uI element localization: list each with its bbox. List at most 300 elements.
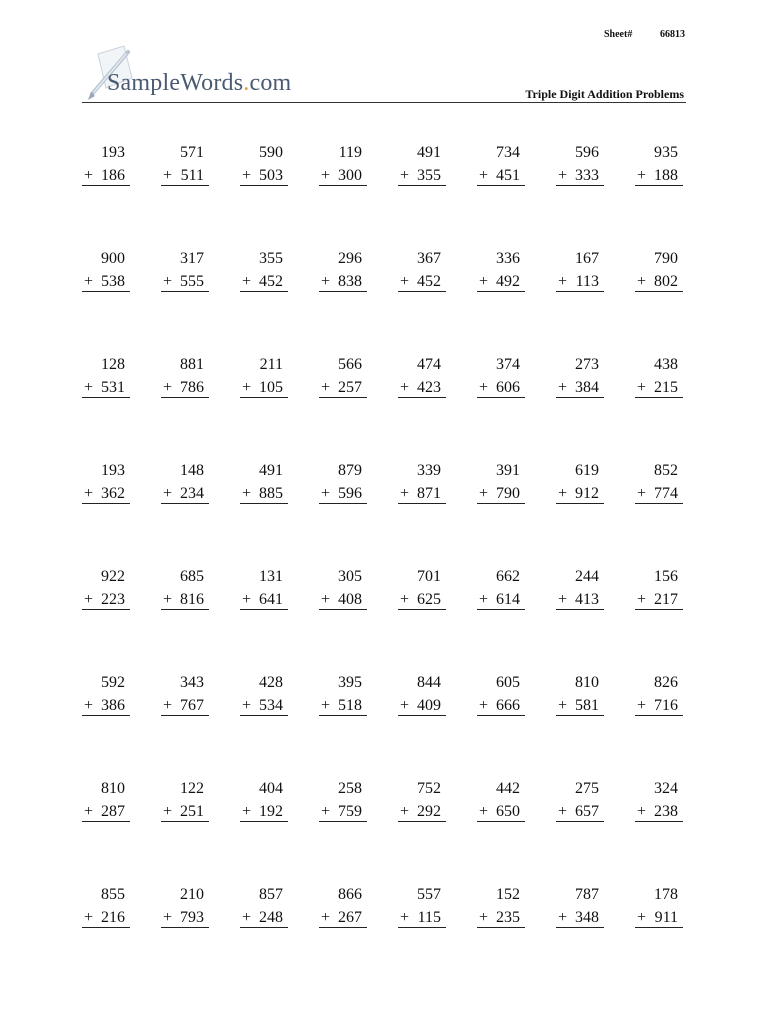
plus-sign: + bbox=[400, 803, 410, 820]
top-addend: 336 bbox=[496, 250, 520, 267]
addition-problem bbox=[82, 144, 130, 201]
top-addend: 810 bbox=[101, 780, 125, 797]
top-addend: 590 bbox=[259, 144, 283, 161]
answer-line bbox=[82, 503, 130, 504]
addition-problem bbox=[319, 568, 367, 625]
answer-line bbox=[319, 609, 367, 610]
plus-sign: + bbox=[479, 591, 489, 608]
top-addend: 605 bbox=[496, 674, 520, 691]
plus-sign: + bbox=[84, 803, 94, 820]
answer-line bbox=[635, 397, 683, 398]
answer-line bbox=[161, 291, 209, 292]
addition-problem bbox=[477, 144, 525, 201]
top-addend: 852 bbox=[654, 462, 678, 479]
plus-sign: + bbox=[321, 379, 331, 396]
bottom-addend: 384 bbox=[575, 379, 599, 396]
answer-line bbox=[477, 821, 525, 822]
answer-line bbox=[82, 821, 130, 822]
plus-sign: + bbox=[242, 909, 252, 926]
addition-problem bbox=[161, 674, 209, 731]
answer-line bbox=[82, 715, 130, 716]
bottom-addend: 614 bbox=[496, 591, 520, 608]
addition-problem bbox=[556, 250, 604, 307]
answer-line bbox=[82, 927, 130, 928]
logo-text bbox=[107, 70, 291, 97]
top-addend: 317 bbox=[180, 250, 204, 267]
addition-problem bbox=[477, 674, 525, 731]
top-addend: 305 bbox=[338, 568, 362, 585]
answer-line bbox=[82, 291, 130, 292]
addition-problem bbox=[556, 462, 604, 519]
answer-line bbox=[319, 927, 367, 928]
bottom-addend: 115 bbox=[417, 909, 441, 926]
answer-line bbox=[477, 503, 525, 504]
plus-sign: + bbox=[163, 273, 173, 290]
top-addend: 866 bbox=[338, 886, 362, 903]
top-addend: 826 bbox=[654, 674, 678, 691]
logo-dot: . bbox=[243, 70, 250, 96]
plus-sign: + bbox=[84, 485, 94, 502]
bottom-addend: 816 bbox=[180, 591, 204, 608]
answer-line bbox=[477, 927, 525, 928]
plus-sign: + bbox=[637, 485, 647, 502]
top-addend: 152 bbox=[496, 886, 520, 903]
answer-line bbox=[477, 609, 525, 610]
top-addend: 324 bbox=[654, 780, 678, 797]
answer-line bbox=[319, 185, 367, 186]
plus-sign: + bbox=[321, 591, 331, 608]
addition-problem bbox=[161, 462, 209, 519]
addition-problem bbox=[398, 250, 446, 307]
bottom-addend: 716 bbox=[654, 697, 678, 714]
logo-wordmark: SampleWords bbox=[107, 70, 244, 96]
plus-sign: + bbox=[242, 803, 252, 820]
addition-problem bbox=[319, 780, 367, 837]
answer-line bbox=[161, 397, 209, 398]
addition-problem bbox=[240, 568, 288, 625]
bottom-addend: 492 bbox=[496, 273, 520, 290]
addition-problem bbox=[635, 144, 683, 201]
addition-problem bbox=[161, 568, 209, 625]
bottom-addend: 348 bbox=[575, 909, 599, 926]
addition-problem bbox=[635, 250, 683, 307]
plus-sign: + bbox=[558, 485, 568, 502]
answer-line bbox=[635, 927, 683, 928]
bottom-addend: 216 bbox=[101, 909, 125, 926]
plus-sign: + bbox=[400, 167, 410, 184]
bottom-addend: 215 bbox=[654, 379, 678, 396]
plus-sign: + bbox=[637, 803, 647, 820]
bottom-addend: 767 bbox=[180, 697, 204, 714]
plus-sign: + bbox=[400, 591, 410, 608]
answer-line bbox=[398, 397, 446, 398]
bottom-addend: 555 bbox=[180, 273, 204, 290]
plus-sign: + bbox=[163, 591, 173, 608]
bottom-addend: 774 bbox=[654, 485, 678, 502]
bottom-addend: 386 bbox=[101, 697, 125, 714]
plus-sign: + bbox=[163, 485, 173, 502]
top-addend: 119 bbox=[338, 144, 362, 161]
answer-line bbox=[398, 503, 446, 504]
answer-line bbox=[635, 291, 683, 292]
plus-sign: + bbox=[242, 273, 252, 290]
top-addend: 193 bbox=[101, 144, 125, 161]
top-addend: 787 bbox=[575, 886, 599, 903]
answer-line bbox=[556, 397, 604, 398]
bottom-addend: 248 bbox=[259, 909, 283, 926]
plus-sign: + bbox=[637, 697, 647, 714]
plus-sign: + bbox=[321, 803, 331, 820]
addition-problem bbox=[398, 886, 446, 943]
answer-line bbox=[319, 503, 367, 504]
top-addend: 273 bbox=[575, 356, 599, 373]
addition-problem bbox=[319, 144, 367, 201]
bottom-addend: 885 bbox=[259, 485, 283, 502]
addition-problem bbox=[161, 780, 209, 837]
answer-line bbox=[635, 821, 683, 822]
addition-problem bbox=[398, 462, 446, 519]
plus-sign: + bbox=[163, 909, 173, 926]
addition-problem bbox=[319, 250, 367, 307]
bottom-addend: 534 bbox=[259, 697, 283, 714]
answer-line bbox=[319, 715, 367, 716]
answer-line bbox=[319, 821, 367, 822]
plus-sign: + bbox=[84, 909, 94, 926]
top-addend: 343 bbox=[180, 674, 204, 691]
bottom-addend: 538 bbox=[101, 273, 125, 290]
plus-sign: + bbox=[637, 909, 647, 926]
plus-sign: + bbox=[84, 591, 94, 608]
answer-line bbox=[161, 185, 209, 186]
answer-line bbox=[556, 927, 604, 928]
plus-sign: + bbox=[84, 167, 94, 184]
plus-sign: + bbox=[400, 379, 410, 396]
plus-sign: + bbox=[637, 591, 647, 608]
plus-sign: + bbox=[479, 697, 489, 714]
plus-sign: + bbox=[558, 697, 568, 714]
plus-sign: + bbox=[558, 273, 568, 290]
top-addend: 810 bbox=[575, 674, 599, 691]
plus-sign: + bbox=[479, 909, 489, 926]
top-addend: 374 bbox=[496, 356, 520, 373]
top-addend: 395 bbox=[338, 674, 362, 691]
top-addend: 258 bbox=[338, 780, 362, 797]
addition-problem bbox=[161, 250, 209, 307]
bottom-addend: 793 bbox=[180, 909, 204, 926]
addition-problem bbox=[82, 356, 130, 413]
plus-sign: + bbox=[400, 909, 410, 926]
addition-problem bbox=[240, 144, 288, 201]
top-addend: 244 bbox=[575, 568, 599, 585]
top-addend: 428 bbox=[259, 674, 283, 691]
page-title: Triple Digit Addition Problems bbox=[525, 87, 684, 101]
plus-sign: + bbox=[242, 485, 252, 502]
answer-line bbox=[240, 821, 288, 822]
plus-sign: + bbox=[84, 697, 94, 714]
answer-line bbox=[240, 609, 288, 610]
bottom-addend: 234 bbox=[180, 485, 204, 502]
plus-sign: + bbox=[321, 485, 331, 502]
answer-line bbox=[477, 185, 525, 186]
addition-problem bbox=[477, 356, 525, 413]
answer-line bbox=[161, 715, 209, 716]
bottom-addend: 838 bbox=[338, 273, 362, 290]
addition-problem bbox=[319, 462, 367, 519]
addition-problem bbox=[240, 780, 288, 837]
answer-line bbox=[556, 821, 604, 822]
bottom-addend: 596 bbox=[338, 485, 362, 502]
top-addend: 367 bbox=[417, 250, 441, 267]
sheet-number: 66813 bbox=[660, 29, 685, 40]
bottom-addend: 287 bbox=[101, 803, 125, 820]
top-addend: 442 bbox=[496, 780, 520, 797]
top-addend: 571 bbox=[180, 144, 204, 161]
answer-line bbox=[556, 185, 604, 186]
addition-problem bbox=[635, 462, 683, 519]
bottom-addend: 581 bbox=[575, 697, 599, 714]
answer-line bbox=[556, 291, 604, 292]
plus-sign: + bbox=[400, 273, 410, 290]
bottom-addend: 292 bbox=[417, 803, 441, 820]
addition-problem bbox=[82, 674, 130, 731]
bottom-addend: 871 bbox=[417, 485, 441, 502]
addition-problem bbox=[635, 886, 683, 943]
addition-problem bbox=[82, 462, 130, 519]
addition-problem bbox=[556, 568, 604, 625]
addition-problem bbox=[635, 780, 683, 837]
bottom-addend: 911 bbox=[654, 909, 678, 926]
bottom-addend: 362 bbox=[101, 485, 125, 502]
bottom-addend: 511 bbox=[180, 167, 204, 184]
answer-line bbox=[398, 715, 446, 716]
plus-sign: + bbox=[163, 697, 173, 714]
bottom-addend: 666 bbox=[496, 697, 520, 714]
plus-sign: + bbox=[558, 591, 568, 608]
answer-line bbox=[398, 927, 446, 928]
addition-problem bbox=[477, 780, 525, 837]
addition-problem bbox=[319, 356, 367, 413]
answer-line bbox=[477, 291, 525, 292]
top-addend: 404 bbox=[259, 780, 283, 797]
answer-line bbox=[398, 291, 446, 292]
answer-line bbox=[477, 397, 525, 398]
bottom-addend: 251 bbox=[180, 803, 204, 820]
top-addend: 879 bbox=[338, 462, 362, 479]
answer-line bbox=[635, 715, 683, 716]
plus-sign: + bbox=[163, 167, 173, 184]
top-addend: 855 bbox=[101, 886, 125, 903]
plus-sign: + bbox=[558, 167, 568, 184]
answer-line bbox=[240, 503, 288, 504]
bottom-addend: 223 bbox=[101, 591, 125, 608]
top-addend: 491 bbox=[417, 144, 441, 161]
samplewords-logo bbox=[84, 44, 324, 102]
addition-problem bbox=[240, 250, 288, 307]
top-addend: 355 bbox=[259, 250, 283, 267]
addition-problem bbox=[319, 674, 367, 731]
plus-sign: + bbox=[321, 909, 331, 926]
answer-line bbox=[82, 185, 130, 186]
bottom-addend: 188 bbox=[654, 167, 678, 184]
addition-problem bbox=[556, 780, 604, 837]
bottom-addend: 186 bbox=[101, 167, 125, 184]
bottom-addend: 423 bbox=[417, 379, 441, 396]
problem-grid bbox=[82, 144, 686, 992]
top-addend: 701 bbox=[417, 568, 441, 585]
addition-problem bbox=[477, 250, 525, 307]
bottom-addend: 531 bbox=[101, 379, 125, 396]
plus-sign: + bbox=[321, 697, 331, 714]
top-addend: 210 bbox=[180, 886, 204, 903]
addition-problem bbox=[635, 568, 683, 625]
bottom-addend: 759 bbox=[338, 803, 362, 820]
top-addend: 339 bbox=[417, 462, 441, 479]
addition-problem bbox=[240, 356, 288, 413]
addition-problem bbox=[398, 674, 446, 731]
answer-line bbox=[240, 927, 288, 928]
bottom-addend: 409 bbox=[417, 697, 441, 714]
bottom-addend: 786 bbox=[180, 379, 204, 396]
answer-line bbox=[161, 609, 209, 610]
plus-sign: + bbox=[163, 803, 173, 820]
addition-problem bbox=[398, 356, 446, 413]
bottom-addend: 503 bbox=[259, 167, 283, 184]
answer-line bbox=[161, 821, 209, 822]
plus-sign: + bbox=[84, 273, 94, 290]
bottom-addend: 105 bbox=[259, 379, 283, 396]
answer-line bbox=[635, 185, 683, 186]
top-addend: 296 bbox=[338, 250, 362, 267]
top-addend: 566 bbox=[338, 356, 362, 373]
addition-problem bbox=[161, 144, 209, 201]
bottom-addend: 452 bbox=[417, 273, 441, 290]
answer-line bbox=[556, 609, 604, 610]
bottom-addend: 413 bbox=[575, 591, 599, 608]
top-addend: 275 bbox=[575, 780, 599, 797]
addition-problem bbox=[635, 356, 683, 413]
answer-line bbox=[82, 609, 130, 610]
top-addend: 844 bbox=[417, 674, 441, 691]
header-divider bbox=[82, 102, 686, 103]
bottom-addend: 606 bbox=[496, 379, 520, 396]
top-addend: 662 bbox=[496, 568, 520, 585]
answer-line bbox=[398, 609, 446, 610]
addition-problem bbox=[82, 568, 130, 625]
addition-problem bbox=[556, 144, 604, 201]
answer-line bbox=[398, 821, 446, 822]
answer-line bbox=[82, 397, 130, 398]
answer-line bbox=[398, 185, 446, 186]
plus-sign: + bbox=[479, 273, 489, 290]
bottom-addend: 912 bbox=[575, 485, 599, 502]
top-addend: 474 bbox=[417, 356, 441, 373]
bottom-addend: 625 bbox=[417, 591, 441, 608]
addition-problem bbox=[398, 780, 446, 837]
addition-problem bbox=[240, 462, 288, 519]
plus-sign: + bbox=[479, 803, 489, 820]
addition-problem bbox=[82, 886, 130, 943]
answer-line bbox=[319, 397, 367, 398]
sheet-label: Sheet# bbox=[604, 29, 633, 40]
top-addend: 122 bbox=[180, 780, 204, 797]
top-addend: 857 bbox=[259, 886, 283, 903]
addition-problem bbox=[635, 674, 683, 731]
top-addend: 131 bbox=[259, 568, 283, 585]
bottom-addend: 113 bbox=[575, 273, 599, 290]
top-addend: 156 bbox=[654, 568, 678, 585]
answer-line bbox=[240, 397, 288, 398]
answer-line bbox=[161, 503, 209, 504]
addition-problem bbox=[477, 886, 525, 943]
addition-problem bbox=[398, 144, 446, 201]
top-addend: 619 bbox=[575, 462, 599, 479]
addition-problem bbox=[477, 462, 525, 519]
top-addend: 790 bbox=[654, 250, 678, 267]
top-addend: 178 bbox=[654, 886, 678, 903]
bottom-addend: 408 bbox=[338, 591, 362, 608]
top-addend: 193 bbox=[101, 462, 125, 479]
top-addend: 491 bbox=[259, 462, 283, 479]
plus-sign: + bbox=[400, 697, 410, 714]
top-addend: 596 bbox=[575, 144, 599, 161]
bottom-addend: 518 bbox=[338, 697, 362, 714]
answer-line bbox=[240, 715, 288, 716]
bottom-addend: 217 bbox=[654, 591, 678, 608]
logo-tld: com bbox=[249, 70, 292, 96]
plus-sign: + bbox=[479, 379, 489, 396]
addition-problem bbox=[398, 568, 446, 625]
addition-problem bbox=[161, 356, 209, 413]
top-addend: 391 bbox=[496, 462, 520, 479]
top-addend: 752 bbox=[417, 780, 441, 797]
plus-sign: + bbox=[558, 909, 568, 926]
answer-line bbox=[556, 715, 604, 716]
bottom-addend: 355 bbox=[417, 167, 441, 184]
top-addend: 592 bbox=[101, 674, 125, 691]
bottom-addend: 267 bbox=[338, 909, 362, 926]
plus-sign: + bbox=[242, 167, 252, 184]
answer-line bbox=[161, 927, 209, 928]
bottom-addend: 657 bbox=[575, 803, 599, 820]
answer-line bbox=[240, 291, 288, 292]
top-addend: 685 bbox=[180, 568, 204, 585]
bottom-addend: 641 bbox=[259, 591, 283, 608]
plus-sign: + bbox=[637, 167, 647, 184]
top-addend: 900 bbox=[101, 250, 125, 267]
addition-problem bbox=[477, 568, 525, 625]
answer-line bbox=[635, 609, 683, 610]
plus-sign: + bbox=[321, 167, 331, 184]
answer-line bbox=[477, 715, 525, 716]
addition-problem bbox=[82, 780, 130, 837]
top-addend: 128 bbox=[101, 356, 125, 373]
addition-problem bbox=[556, 356, 604, 413]
answer-line bbox=[319, 291, 367, 292]
addition-problem bbox=[556, 674, 604, 731]
top-addend: 935 bbox=[654, 144, 678, 161]
top-addend: 438 bbox=[654, 356, 678, 373]
plus-sign: + bbox=[321, 273, 331, 290]
bottom-addend: 257 bbox=[338, 379, 362, 396]
plus-sign: + bbox=[84, 379, 94, 396]
top-addend: 881 bbox=[180, 356, 204, 373]
addition-problem bbox=[240, 886, 288, 943]
addition-problem bbox=[161, 886, 209, 943]
plus-sign: + bbox=[637, 379, 647, 396]
bottom-addend: 235 bbox=[496, 909, 520, 926]
answer-line bbox=[240, 185, 288, 186]
bottom-addend: 192 bbox=[259, 803, 283, 820]
